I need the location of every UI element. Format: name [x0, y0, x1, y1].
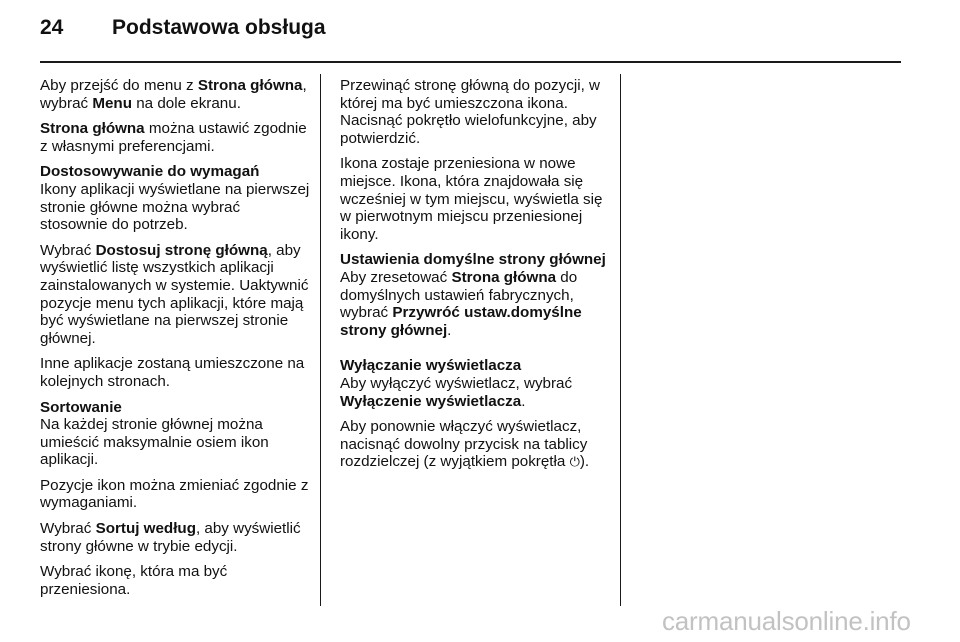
paragraph-display-off — [340, 375, 610, 410]
paragraph-customize-home — [40, 242, 310, 348]
paragraph-icon-moved: Ikona zostaje przeniesiona w nowe miejsce. Ikona, która znajdowała się wcześniej w tym miejscu, wyświetla się w pierwotnym miejscu przeniesionej ikony. — [340, 155, 603, 243]
paragraph-reset — [340, 269, 610, 339]
text: , aby wyświetlić strony główne w trybie edycji. — [40, 520, 301, 555]
text: na dole ekranu. — [131, 94, 241, 112]
paragraph-sort-by — [40, 520, 310, 555]
text: Aby przejść do menu z — [40, 77, 198, 94]
text: Wybrać — [40, 241, 96, 259]
paragraph-display-on — [340, 418, 610, 471]
ui-term: Strona główna — [197, 77, 303, 94]
text: ). — [579, 453, 590, 471]
section-heading-customize: Dostosowywanie do wymagań — [40, 163, 260, 181]
paragraph-max-icons: Na każdej stronie głównej można umieścić maksymalnie osiem ikon aplikacji. — [40, 416, 269, 469]
paragraph-reorder: Pozycje ikon można zmieniać zgodnie z wymaganiami. — [40, 476, 309, 512]
ui-term: Wyłączenie wyświetlacza — [340, 392, 522, 410]
section-heading-sorting: Sortowanie — [40, 398, 122, 416]
text: . — [521, 392, 526, 410]
text: Aby ponownie włączyć wyświetlacz, nacisnąć dowolny przycisk na tablicy rozdzielczej (z wyjątkiem pokrętła — [340, 418, 588, 471]
text: , aby wyświetlić listę wszystkich aplikacji zainstalowanych w systemie. Uaktywnić pozycje menu tych aplikacji, które mają być wyświetlane na pierwszej stronie głównej. — [40, 241, 309, 347]
power-knob-icon: ⏻ — [569, 454, 580, 470]
ui-term: Dostosuj stronę główną — [95, 241, 268, 259]
page-header — [40, 16, 900, 50]
ui-term: Sortuj według — [95, 520, 196, 538]
paragraph-scroll: Przewinąć stronę główną do pozycji, w której ma być umieszczona ikona. Nacisnąć pokrętło wielofunkcyjne, aby potwierdzić. — [340, 77, 600, 147]
section-heading-defaults: Ustawienia domyślne strony głównej — [340, 251, 606, 269]
paragraph-select-icon: Wybrać ikonę, która ma być przeniesiona. — [40, 563, 228, 598]
paragraph-other-apps: Inne aplikacje zostaną umieszczone na kolejnych stronach. — [40, 355, 305, 390]
section-heading-display-off: Wyłączanie wyświetlacza — [340, 357, 522, 375]
text: do domyślnych ustawień fabrycznych, wybrać — [340, 268, 578, 322]
watermark: carmanualsonline.info — [662, 606, 911, 636]
header-divider — [40, 61, 901, 63]
ui-term: Menu — [92, 94, 132, 112]
chapter-title: Podstawowa obsługa — [112, 16, 326, 39]
ui-term: Strona główna — [451, 268, 557, 286]
column-divider — [320, 74, 321, 606]
text: Wybrać — [40, 520, 96, 538]
ui-term: Przywróć ustaw.domyślne strony głównej — [340, 304, 582, 339]
middle-column — [340, 77, 610, 479]
ui-term: Strona główna — [40, 120, 145, 138]
page-number: 24 — [40, 16, 64, 39]
paragraph-customization — [40, 120, 310, 155]
text: . — [447, 321, 452, 339]
text: , wybrać — [40, 77, 307, 112]
left-column — [40, 77, 310, 606]
paragraph-icons: Ikony aplikacji wyświetlane na pierwszej stronie główne można wybrać stosownie do potrzeb. — [40, 180, 310, 234]
text: Aby zresetować — [340, 268, 452, 286]
text: Aby wyłączyć wyświetlacz, wybrać — [340, 374, 573, 392]
spacer — [340, 347, 610, 357]
column-divider — [620, 74, 621, 606]
paragraph-menu-access — [40, 77, 310, 112]
text: można ustawić zgodnie z własnymi preferencjami. — [40, 120, 307, 155]
